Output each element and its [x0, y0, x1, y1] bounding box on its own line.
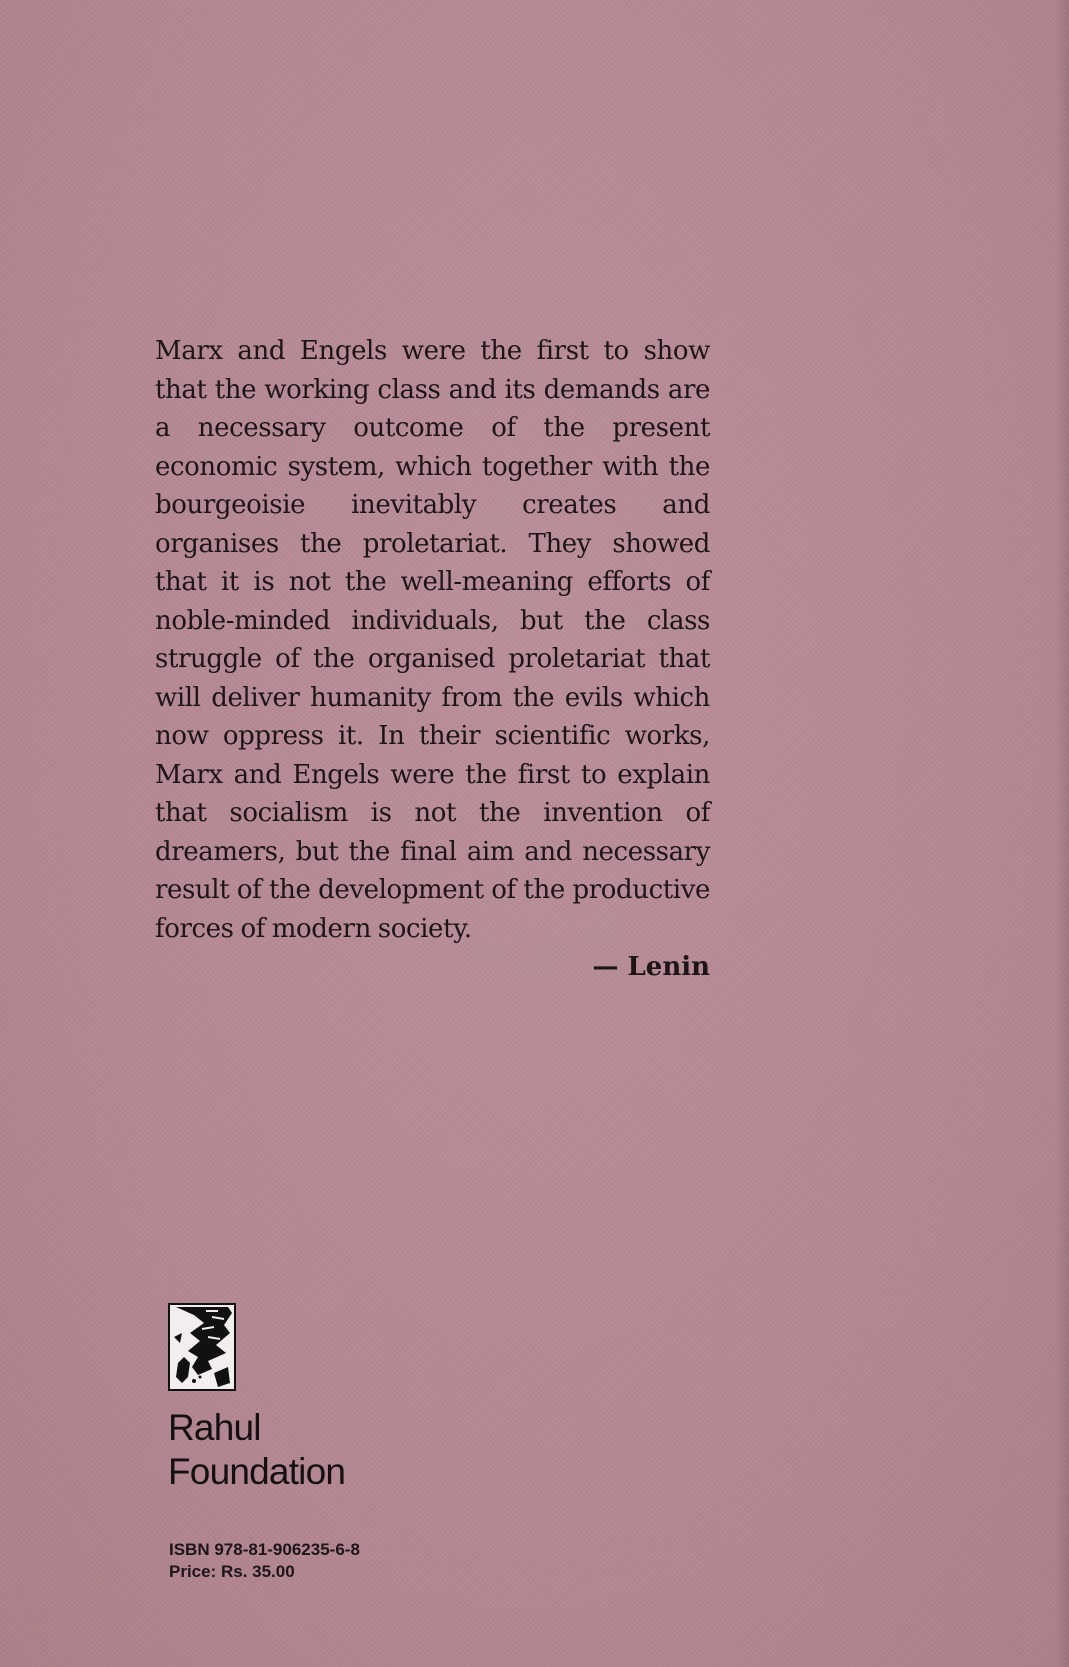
isbn: ISBN 978-81-906235-6-8	[169, 1540, 360, 1559]
publisher-name	[168, 1406, 345, 1494]
quote-block	[155, 332, 710, 982]
rahul-foundation-logo-icon	[168, 1303, 236, 1391]
price: Price: Rs. 35.00	[169, 1562, 295, 1581]
book-meta	[169, 1539, 360, 1583]
quote-text: Marx and Engels were the first to show that the working class and its demands are a necessary outcome of the present economic system, which together with the bourgeoisie inevitably creates and organises the proletariat. They showed that it is not the well-meaning efforts of noble-minded individuals, but the class struggle of the organised proletariat that will deliver humanity from the evils which now oppress it. In their scientific works, Marx and Engels were the first to explain that socialism is not the invention of dreamers, but the final aim and necessary result of the development of the productive forces of modern society.	[155, 336, 710, 944]
page-edge-shadow	[1055, 0, 1069, 1667]
publisher-line-2: Foundation	[168, 1451, 346, 1492]
publisher-line-1: Rahul	[168, 1407, 261, 1448]
quote-author: — Lenin	[592, 952, 710, 982]
